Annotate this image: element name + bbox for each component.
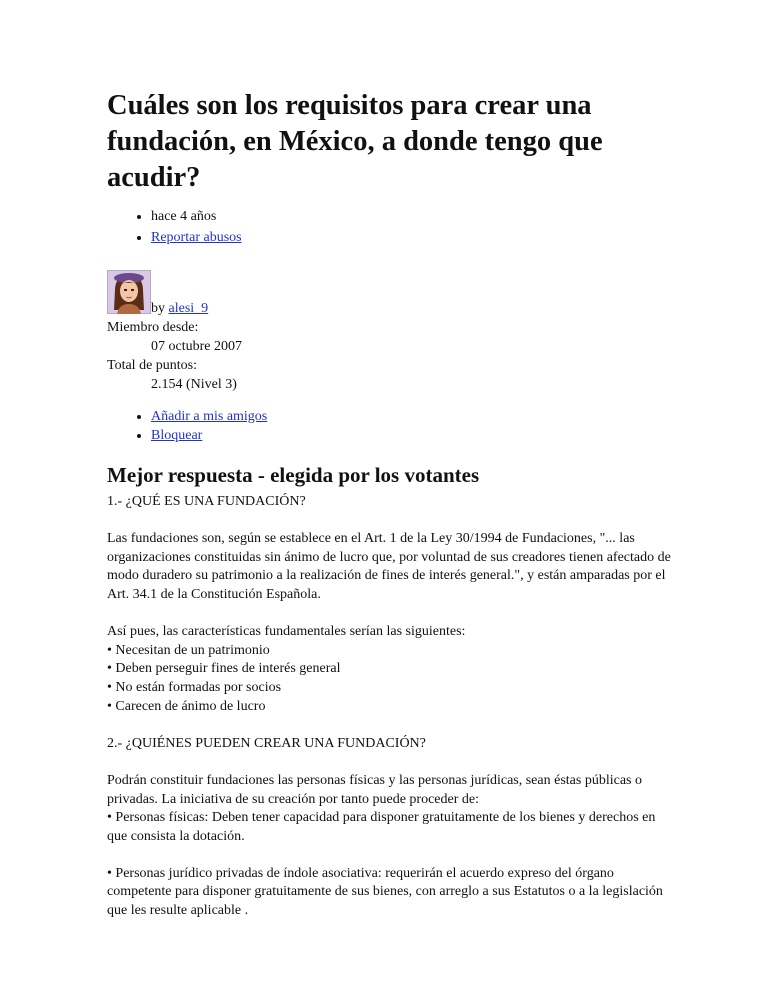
answer-paragraph xyxy=(107,623,672,716)
meta-item-age xyxy=(151,206,667,227)
answer-paragraph xyxy=(107,493,672,512)
answer-bullet: • Necesitan de un patrimonio xyxy=(107,642,270,658)
by-label: by xyxy=(151,301,165,316)
answer-bullet: • Carecen de ánimo de lucro xyxy=(107,698,266,714)
member-since-value: 07 octubre 2007 xyxy=(151,339,242,354)
question-age: hace 4 años xyxy=(151,209,217,224)
points-value: 2.154 (Nivel 3) xyxy=(151,377,237,392)
author-username-link[interactable]: alesi_9 xyxy=(168,301,209,316)
report-abuse-link[interactable]: Reportar abusos xyxy=(151,230,242,245)
user-avatar[interactable] xyxy=(107,270,151,314)
question-meta-list xyxy=(107,206,667,248)
answer-paragraph xyxy=(107,735,672,754)
author-actions-list xyxy=(107,407,667,445)
answer-line: Así pues, las características fundamentales serían las siguientes: xyxy=(107,624,466,640)
add-friend-link[interactable]: Añadir a mis amigos xyxy=(151,409,268,424)
answer-bullet: • No están formadas por socios xyxy=(107,679,282,695)
action-item-add-friend[interactable] xyxy=(151,407,667,426)
action-item-block[interactable] xyxy=(151,426,667,445)
byline xyxy=(151,299,208,318)
meta-item-report[interactable] xyxy=(151,227,667,248)
author-block xyxy=(107,270,667,318)
points-label: Total de puntos: xyxy=(107,358,198,373)
document-page xyxy=(107,88,671,939)
answer-bullet: • Personas físicas: Deben tener capacidad para disponer gratuitamente de los bienes y derechos en que consista la dotación. xyxy=(107,810,656,844)
answer-bullet: • Personas jurídico privadas de índole asociativa: requerirán el acuerdo expreso del órgano competente para disponer gratuitamente de sus bienes, con arreglo a sus Estatutos o a la legislación que les resulte aplicable . xyxy=(107,865,663,919)
answer-line: Las fundaciones son, según se establece en el Art. 1 de la Ley 30/1994 de Fundaciones, "... las organizaciones constituidas sin ánimo de lucro que, por voluntad de sus creadores tienen afectado de modo duradero su patrimonio a la realización de fines de interés general.", y están amparadas por el Art. 34.1 de la Constitución Española. xyxy=(107,531,671,602)
answer-line: 2.- ¿QUIÉNES PUEDEN CREAR UNA FUNDACIÓN? xyxy=(107,735,426,751)
answer-line: Podrán constituir fundaciones las personas físicas y las personas jurídicas, sean éstas públicas o privadas. La iniciativa de su creación por tanto puede proceder de: xyxy=(107,772,642,807)
answer-line: 1.- ¿QUÉ ES UNA FUNDACIÓN? xyxy=(107,494,306,509)
best-answer-heading: Mejor respuesta - elegida por los votantes xyxy=(107,463,480,487)
block-user-link[interactable]: Bloquear xyxy=(151,428,203,443)
author-info xyxy=(107,318,667,394)
member-since-label: Miembro desde: xyxy=(107,320,199,335)
question-title: Cuáles son los requisitos para crear una fundación, en México, a donde tengo que acudir? xyxy=(107,90,603,193)
answer-bullet: • Deben perseguir fines de interés general xyxy=(107,661,341,677)
answer-paragraph xyxy=(107,865,672,921)
answer-paragraph xyxy=(107,772,672,846)
answer-body xyxy=(107,493,672,921)
answer-paragraph xyxy=(107,530,672,604)
